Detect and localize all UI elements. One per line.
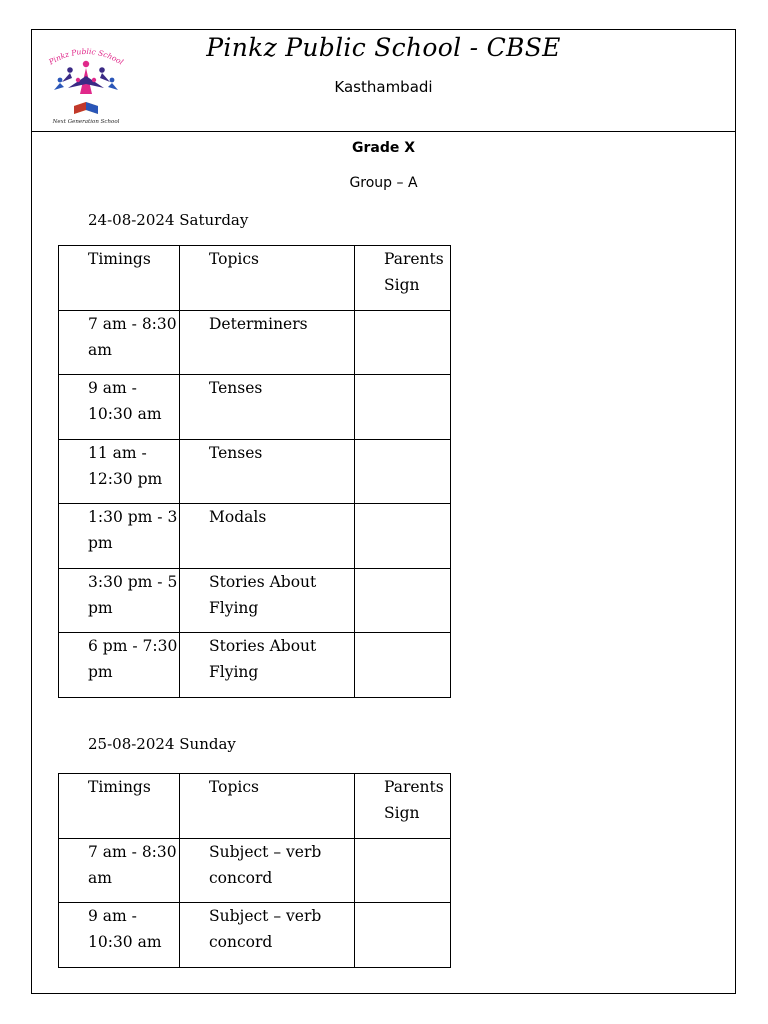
column-header-topics: Topics <box>180 246 355 311</box>
grade-label: Grade X <box>351 140 416 156</box>
table-row <box>59 375 451 440</box>
schedule-table-sunday <box>58 773 451 968</box>
table-row <box>59 504 451 569</box>
parents-sign-cell <box>355 504 451 569</box>
timing-cell: 6 pm - 7:30 pm <box>59 633 180 698</box>
timing-cell: 9 am - 10:30 am <box>59 375 180 440</box>
table-row <box>59 568 451 633</box>
document-page <box>31 29 736 994</box>
table-header-row <box>59 246 451 311</box>
timing-cell: 7 am - 8:30 am <box>59 838 180 903</box>
column-header-timings: Timings <box>59 774 180 839</box>
parents-sign-cell <box>355 375 451 440</box>
parents-sign-cell <box>355 439 451 504</box>
topic-cell: Stories About Flying <box>180 568 355 633</box>
timing-cell: 7 am - 8:30 am <box>59 310 180 375</box>
parents-sign-cell <box>355 310 451 375</box>
column-header-parents-sign: Parents Sign <box>355 774 451 839</box>
parents-sign-cell <box>355 633 451 698</box>
table-row <box>59 439 451 504</box>
svg-text:Next Generation School: Next Generation School <box>52 119 120 125</box>
school-location: Kasthambadi <box>334 78 433 96</box>
table-row <box>59 838 451 903</box>
parents-sign-cell <box>355 568 451 633</box>
table-row <box>59 310 451 375</box>
timing-cell: 11 am - 12:30 pm <box>59 439 180 504</box>
topic-cell: Stories About Flying <box>180 633 355 698</box>
timing-cell: 1:30 pm - 3 pm <box>59 504 180 569</box>
topic-cell: Subject – verb concord <box>180 903 355 968</box>
column-header-timings: Timings <box>59 246 180 311</box>
topic-cell: Modals <box>180 504 355 569</box>
table-row <box>59 633 451 698</box>
svg-text:Pinkz Public School: Pinkz Public School <box>47 46 125 67</box>
column-header-parents-sign: Parents Sign <box>355 246 451 311</box>
table-row <box>59 903 451 968</box>
topic-cell: Determiners <box>180 310 355 375</box>
day-heading-sunday: 25-08-2024 Sunday <box>88 735 236 753</box>
school-name: Pinkz Public School - CBSE <box>206 33 561 62</box>
parents-sign-cell <box>355 903 451 968</box>
topic-cell: Tenses <box>180 375 355 440</box>
topic-cell: Tenses <box>180 439 355 504</box>
column-header-topics: Topics <box>180 774 355 839</box>
timing-cell: 3:30 pm - 5 pm <box>59 568 180 633</box>
schedule-table-saturday <box>58 245 451 698</box>
table-header-row <box>59 774 451 839</box>
parents-sign-cell <box>355 838 451 903</box>
header-divider <box>32 131 735 132</box>
timing-cell: 9 am - 10:30 am <box>59 903 180 968</box>
day-heading-saturday: 24-08-2024 Saturday <box>88 211 249 229</box>
topic-cell: Subject – verb concord <box>180 838 355 903</box>
group-label: Group – A <box>349 175 418 191</box>
